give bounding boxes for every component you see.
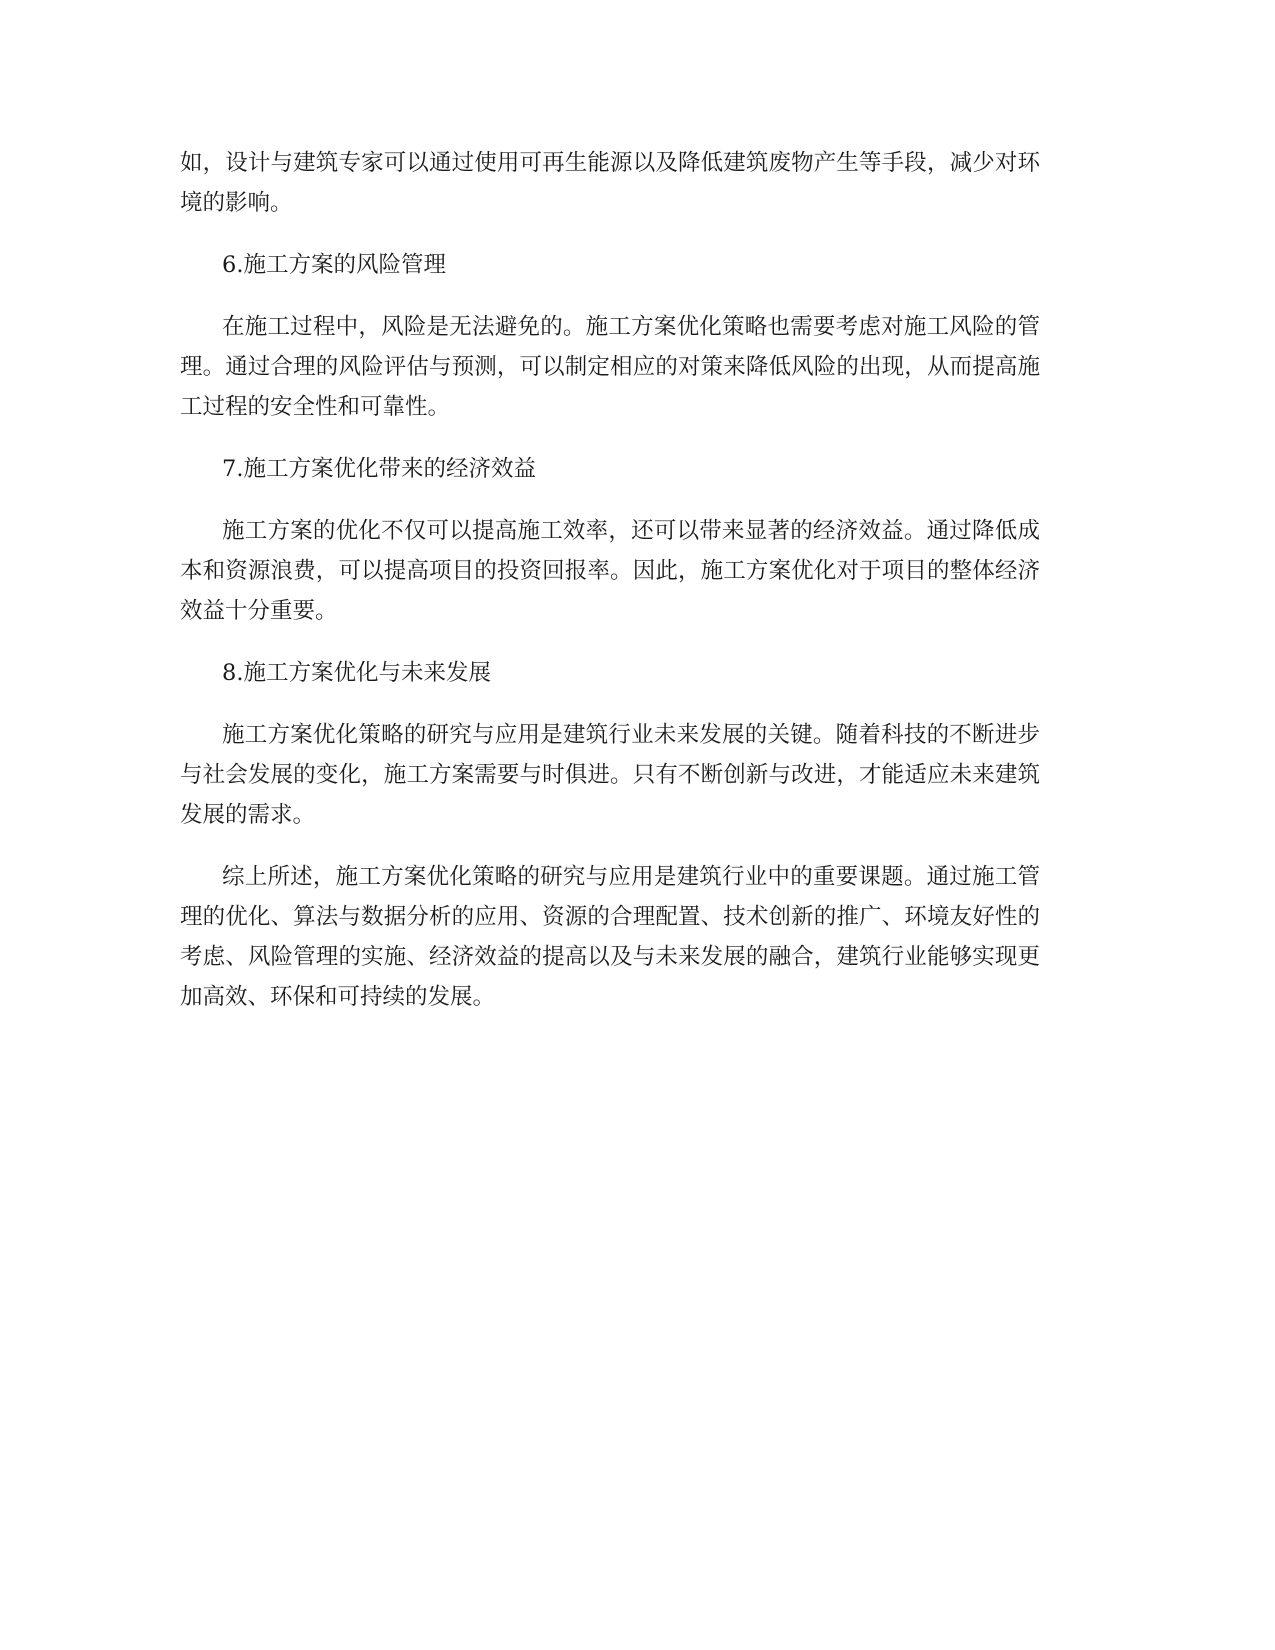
paragraph-economic-benefit: 施工方案的优化不仅可以提高施工效率，还可以带来显著的经济效益。通过降低成本和资源浪费，可以提高项目的投资回报率。因此，施工方案优化对于项目的整体经济效益十分重要。	[180, 518, 1040, 624]
paragraph-risk-management: 在施工过程中，风险是无法避免的。施工方案优化策略也需要考虑对施工风险的管理。通过合理的风险评估与预测，可以制定相应的对策来降低风险的出现，从而提高施工过程的安全性和可靠性。	[180, 314, 1040, 420]
paragraph-environment-continued: 如，设计与建筑专家可以通过使用可再生能源以及降低建筑废物产生等手段，减少对环境的影响。	[180, 150, 1040, 216]
paragraph-future-development: 施工方案优化策略的研究与应用是建筑行业未来发展的关键。随着科技的不断进步与社会发展的变化，施工方案需要与时俱进。只有不断创新与改进，才能适应未来建筑发展的需求。	[180, 722, 1040, 828]
paragraph-conclusion: 综上所述，施工方案优化策略的研究与应用是建筑行业中的重要课题。通过施工管理的优化、算法与数据分析的应用、资源的合理配置、技术创新的推广、环境友好性的考虑、风险管理的实施、经济效益的提高以及与未来发展的融合，建筑行业能够实现更加高效、环保和可持续的发展。	[180, 864, 1040, 1010]
section-heading-economic-benefit: 7.施工方案优化带来的经济效益	[222, 456, 536, 482]
section-heading-risk-management: 6.施工方案的风险管理	[222, 252, 446, 278]
section-heading-future-development: 8.施工方案优化与未来发展	[222, 660, 491, 686]
document-body	[180, 143, 1040, 1017]
